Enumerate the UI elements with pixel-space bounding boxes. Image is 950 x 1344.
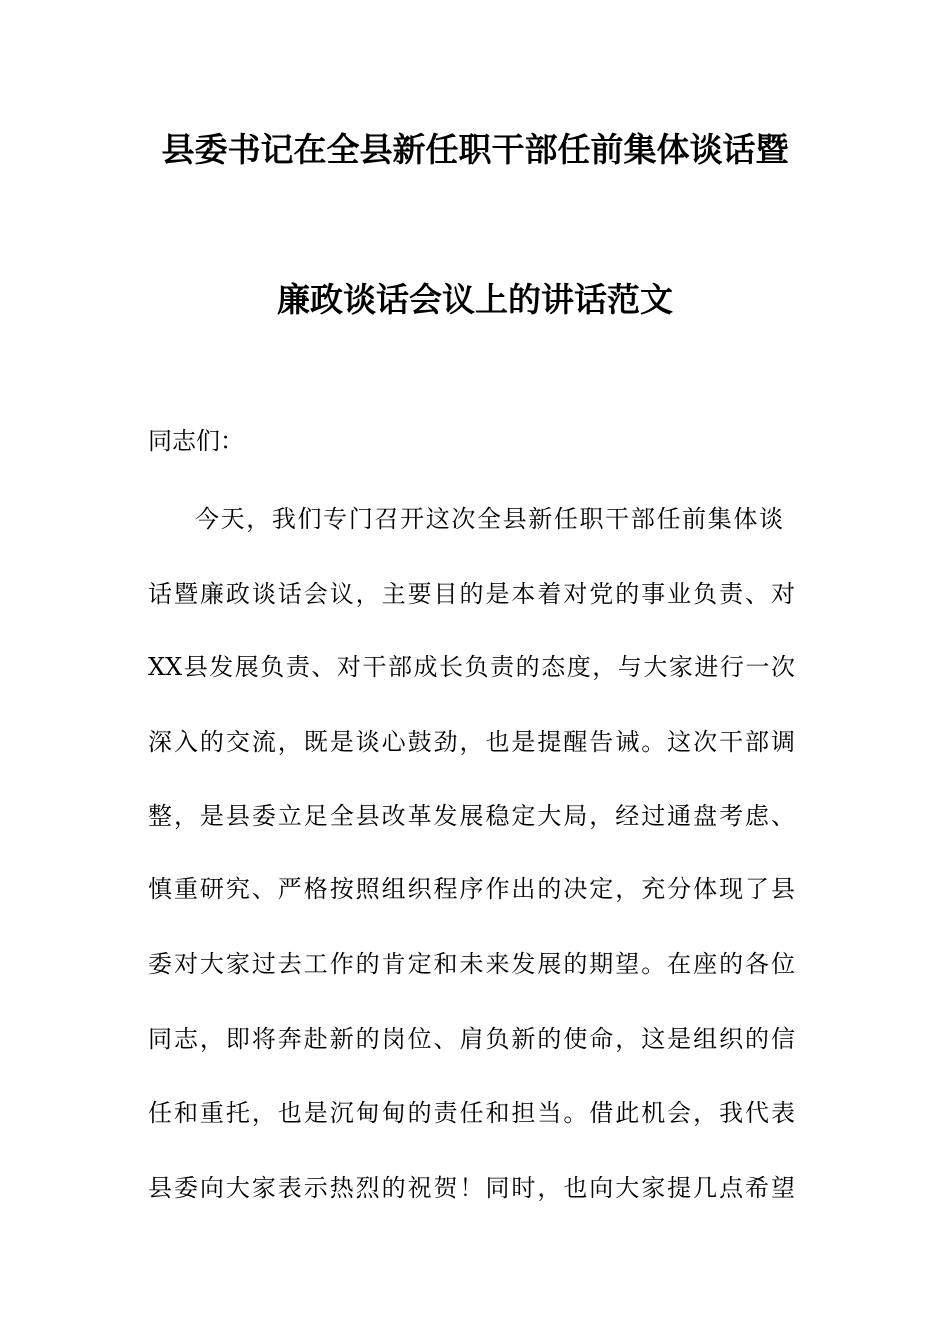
- body-line: XX县发展负责、对干部成长负责的态度，与大家进行一次: [148, 653, 795, 681]
- body-line: 深入的交流，既是谈心鼓劲，也是提醒告诫。这次干部调: [148, 728, 795, 756]
- body-line: 话暨廉政谈话会议，主要目的是本着对党的事业负责、对: [148, 580, 795, 608]
- title-line-1: 县委书记在全县新任职干部任前集体谈话暨: [161, 130, 789, 169]
- body-line: 委对大家过去工作的肯定和未来发展的期望。在座的各位: [148, 950, 795, 978]
- body-line: 慎重研究、严格按照组织程序作出的决定，充分体现了县: [148, 875, 795, 903]
- body-line: 任和重托，也是沉甸甸的责任和担当。借此机会，我代表: [148, 1099, 795, 1127]
- body-line: 县委向大家表示热烈的祝贺！同时，也向大家提几点希望: [148, 1174, 795, 1202]
- greeting: 同志们：: [148, 427, 244, 455]
- title-line-2: 廉政谈话会议上的讲话范文: [277, 280, 673, 319]
- body-line: 整，是县委立足全县改革发展稳定大局，经过通盘考虑、: [148, 802, 795, 830]
- body-line: 今天，我们专门召开这次全县新任职干部任前集体谈: [195, 505, 783, 533]
- body-line: 同志，即将奔赴新的岗位、肩负新的使命，这是组织的信: [148, 1025, 795, 1053]
